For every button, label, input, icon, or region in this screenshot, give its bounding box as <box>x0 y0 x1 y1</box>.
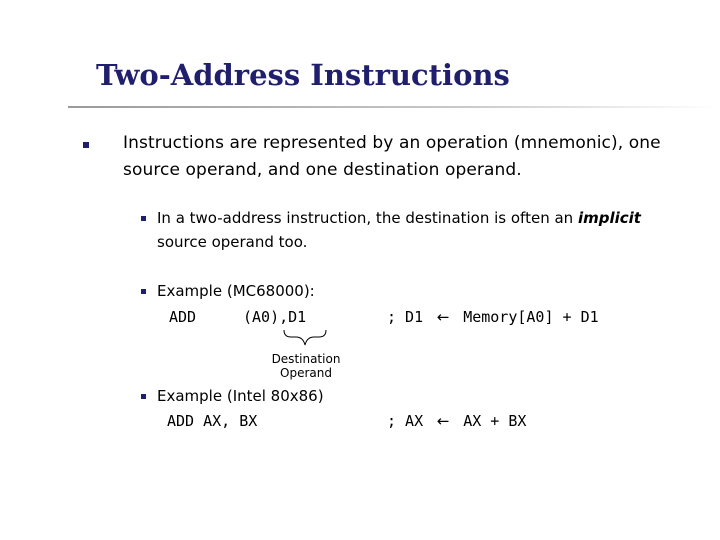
code-op-add: ADD <box>169 308 197 326</box>
bullet-2-text: In a two-address instruction, the destination is often an <box>157 209 578 227</box>
brace-label-line-2: Operand <box>280 366 332 380</box>
destination-operand-label <box>268 352 344 380</box>
example-mc68000-label: Example (MC68000): <box>157 282 315 300</box>
bullet-marker <box>141 216 146 221</box>
comment-prefix: ; D1 <box>387 308 424 326</box>
bullet-1-line-2: source operand, and one destination operand. <box>123 160 522 180</box>
bullet-2-line-2: source operand too. <box>157 233 308 251</box>
comment-mc68000 <box>387 308 599 326</box>
bullet-marker <box>141 289 146 294</box>
bullet-marker <box>83 142 89 148</box>
bullet-1-line-1: Instructions are represented by an operation (mnemonic), one <box>123 133 661 153</box>
left-arrow-icon: ← <box>436 308 450 326</box>
emphasis-implicit: implicit <box>577 209 641 227</box>
comment-expression: Memory[A0] + D1 <box>463 308 599 326</box>
left-arrow-icon: ← <box>436 412 450 430</box>
code-operands: (A0),D1 <box>243 308 307 326</box>
title-divider <box>68 106 718 108</box>
comment-intel <box>387 412 526 430</box>
code-intel: ADD AX, BX <box>167 412 258 430</box>
bullet-marker <box>141 394 146 399</box>
comment-expression: AX + BX <box>463 412 527 430</box>
slide-title: Two-Address Instructions <box>96 58 510 92</box>
bullet-2-line-1 <box>157 207 641 229</box>
example-intel-label: Example (Intel 80x86) <box>157 387 324 405</box>
comment-prefix: ; AX <box>387 412 424 430</box>
brace-label-line-1: Destination <box>271 352 341 366</box>
